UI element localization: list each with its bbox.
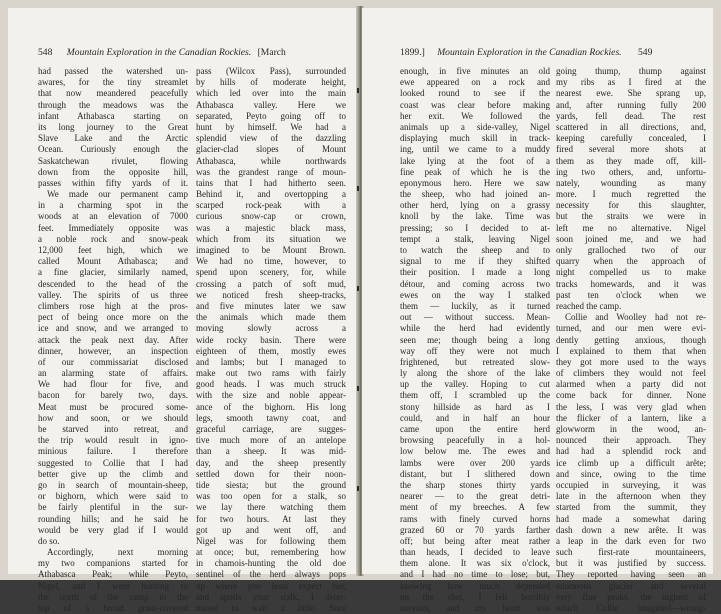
text-line: ice climb up a difficult arête; [556, 457, 706, 468]
text-line: a fine glacier, similarly named, [38, 267, 188, 278]
text-line: pass (Wilcox Pass), surrounded [196, 66, 346, 76]
text-line: come back for dinner. None [556, 390, 706, 401]
text-line: be fairly plentiful in the sur- [38, 502, 188, 513]
text-line: yards, fell dead. The rest [556, 110, 706, 121]
text-line: the north of the camp to the [38, 591, 188, 602]
text-line: fine peak of which he is the [400, 166, 550, 177]
text-line: came upon the entire herd [400, 424, 550, 434]
text-line: up the valley. Hoping to cut [400, 379, 550, 390]
text-line: its long journey to the Great [38, 121, 188, 132]
left-month: [March [257, 47, 286, 58]
text-line: necessity for this slaughter, [556, 200, 706, 211]
text-line: them alone. It was six o'clock, [400, 558, 550, 569]
right-year: 1899.] [400, 47, 425, 58]
text-line: in a charming spot in the [38, 200, 188, 211]
text-line: We had flour for five, and [38, 379, 188, 390]
text-line: do so. [38, 535, 60, 546]
text-line: off; but being after meat rather [400, 535, 550, 546]
text-line: quarry when the approach of [556, 256, 706, 267]
text-line: and, after running fully 200 [556, 99, 706, 110]
binding-mark [357, 286, 359, 291]
right-running-title: Mountain Exploration in the Canadian Rockies. [437, 47, 622, 58]
text-line: them — luckily, as it turned [400, 300, 550, 311]
text-line: alarmed when a party did not [556, 379, 706, 390]
text-line: late in the afternoon when they [556, 491, 706, 502]
text-line: while the herd had evidently [400, 323, 550, 334]
text-line: ice and snow, and we arranged to [38, 323, 188, 334]
text-line: could, and in half an hour [400, 412, 550, 423]
text-line: grazed 60 or 70 yards farther [400, 524, 550, 535]
text-line: 12,000 feet high, which we [38, 245, 188, 255]
text-line: dinner, however, an inspection [38, 345, 188, 356]
text-line: tracks homewards, and it was [556, 278, 706, 289]
text-line: that now meandered peacefully [38, 88, 188, 99]
text-line: which led over into the main [196, 88, 346, 99]
text-line: left me no alternative. Nigel [556, 222, 706, 233]
text-line: We made our permanent camp [47, 189, 188, 200]
text-line: through the meadows was the [38, 99, 188, 110]
text-line: be starved into retreat, and [38, 424, 188, 434]
text-line: ly along the shore of the lake [400, 368, 550, 379]
text-line: fired several more shots at [556, 144, 706, 155]
binding-mark [357, 486, 359, 491]
text-line: feet. Immediately opposite was [38, 222, 188, 233]
text-line: reached the camp. [556, 300, 622, 311]
text-line: up where you least expect her, [196, 580, 346, 591]
text-line: got up and went off, and [196, 524, 346, 535]
binding-mark [357, 186, 359, 191]
text-line: woods at an elevation of 7000 [38, 211, 188, 222]
text-line: Nigel was for following them [196, 535, 346, 546]
text-line: how and soon, or we should [38, 412, 188, 423]
left-page [8, 8, 358, 613]
text-line: Accordingly, next morning [47, 547, 188, 558]
text-line: my two companions started for [38, 558, 188, 569]
text-line: the sheep, who had joined an- [400, 189, 550, 200]
text-line: had had a splendid rock and [556, 446, 706, 457]
text-line: mined to wait a little. Sure [196, 603, 346, 613]
text-line: lake lying at the foot of a [400, 155, 550, 166]
text-line: frightened, but retreated slow- [400, 356, 550, 367]
text-line: was too open for a stalk, so [196, 491, 346, 502]
text-line: scarped rock-peak with a [196, 200, 346, 211]
text-line: passes within fifty yards of it. [38, 177, 188, 188]
text-line: nervous, and my heart was [400, 603, 550, 613]
text-line: signal to me if they shifted [400, 256, 550, 267]
text-line: rams with finely curved horns [400, 513, 550, 524]
text-line: a noble rock and snow-peak [38, 233, 188, 244]
text-line: we lay there watching them [196, 502, 346, 513]
text-line: on the shot, I felt horribly [400, 591, 550, 602]
text-line: tains that I had hitherto seen. [196, 177, 346, 188]
text-line: we noticed fresh sheep-tracks, [196, 289, 346, 300]
text-line: ment of my breeches. A few [400, 502, 550, 513]
text-line: descended to the head of the [38, 278, 188, 289]
right-column-2 [556, 66, 706, 614]
text-line: day, and the sheep presently [196, 457, 346, 468]
text-line: eighteen of them, mostly ewes [196, 345, 346, 356]
text-line: called Mount Athabasca; and [38, 256, 188, 267]
text-line: tive much more of an antelope [196, 435, 346, 446]
text-line: low below me. The ewes and [400, 446, 550, 457]
text-line: suggested to Collie that I had [38, 457, 188, 468]
text-line: attack the peak next day. After [38, 334, 188, 345]
left-running-header [38, 46, 338, 60]
text-line: to watch the sheep and to [400, 245, 550, 255]
text-line: imagined to be Mount Brown. [196, 245, 346, 255]
text-line: way off they were not much [400, 345, 550, 356]
text-line: coast was clear before making [400, 99, 550, 110]
text-line: tide siesta; but the ground [196, 479, 346, 490]
text-line: had made a somewhat daring [556, 513, 706, 524]
text-line: ewe appeared on a rock and [400, 77, 550, 88]
binding-mark [357, 386, 359, 391]
text-line: only gralloched two of our [556, 245, 706, 255]
text-line: ing, until we came to a muddy [400, 144, 550, 155]
text-line: Saskatchewan rivulet, flowing [38, 155, 188, 166]
text-line: her exit. We followed the [400, 110, 550, 121]
text-line: ing two others, and, unfortu- [556, 166, 706, 177]
text-line: was a majestic black mass, [196, 222, 346, 233]
text-line: splendid view of the dazzling [196, 133, 346, 144]
text-line: They reported having seen an [556, 569, 706, 580]
text-line: for two hours. At last they [196, 513, 346, 524]
text-line: nounced their approach. They [556, 435, 706, 446]
text-line: had passed the watershed un- [38, 66, 188, 76]
text-line: which Collie imagined—wrong- [556, 603, 706, 613]
text-line: ance of the bighorn. His long [196, 401, 346, 412]
text-line: We had no time, however, to [196, 256, 346, 267]
text-line: animals up a side-valley, Nigel [400, 121, 550, 132]
text-line: glacier-clad slopes of Mount [196, 144, 346, 155]
text-line: détour, and coming across two [400, 278, 550, 289]
text-line: make out two rams with fairly [196, 368, 346, 379]
text-line: graceful carriage, are sugges- [196, 424, 346, 434]
text-line: tempt a stalk, leaving Nigel [400, 233, 550, 244]
text-line: the animals which made them [196, 312, 346, 323]
text-line: glowworm in the wood, an- [556, 424, 706, 434]
text-line: soon joined me, and we had [556, 233, 706, 244]
text-line: hunt by himself. We had a [196, 121, 346, 132]
text-line: curious snow-cap or crown, [196, 211, 346, 222]
text-line: nearest ewe. She sprang up, [556, 88, 706, 99]
text-line: turned, and our men were evi- [556, 323, 706, 334]
text-line: enormous glacier and several [556, 580, 706, 591]
text-line: and five minutes later we saw [196, 300, 346, 311]
text-line: knowing how much depended [400, 580, 550, 591]
text-line: awares, for the tiny streamlet [38, 77, 188, 88]
text-line: but the straits we were in [556, 211, 706, 222]
text-line: started from the summit, they [556, 502, 706, 513]
left-page-number: 548 [38, 47, 53, 58]
text-line: Athabasca, while northwards [196, 155, 346, 166]
text-line: going thump, thump against [556, 66, 706, 76]
text-line: spend upon scenery, for, while [196, 267, 346, 278]
left-running-title: Mountain Exploration in the Canadian Rockies. [66, 47, 252, 58]
text-line: nearer — to the great detri- [400, 491, 550, 502]
text-line: than heads, I decided to leave [400, 547, 550, 558]
text-line: ewes on the way I stalked [400, 289, 550, 300]
text-line: enough, in five minutes an old [400, 66, 550, 76]
text-line: a leap in the dark even for two [556, 535, 706, 546]
text-line: sentinel of the herd always pops [196, 569, 346, 580]
text-line: better give up the climb and [38, 468, 188, 479]
left-column-2 [196, 66, 346, 614]
text-line: bacon for barely two, days. [38, 390, 188, 401]
text-line: separated, Peyto going off to [196, 110, 346, 121]
text-line: good heads. I was much struck [196, 379, 346, 390]
left-column-1 [38, 66, 188, 614]
text-line: settled down for their noon- [196, 468, 346, 479]
text-line: past ten o'clock when we [556, 289, 706, 300]
text-line: minious failure. I therefore [38, 446, 188, 457]
text-line: legs, smooth tawny coat, and [196, 412, 346, 423]
text-line: the less, I was very glad when [556, 401, 706, 412]
text-line: Collie and Woolley had not re- [565, 312, 706, 323]
text-line: lambs were over 200 yards [400, 457, 550, 468]
text-line: in chamois-hunting the old doe [196, 558, 346, 569]
text-line: their position. I made a long [400, 267, 550, 278]
text-line: pressing; so I decided to at- [400, 222, 550, 233]
right-running-header [400, 46, 700, 60]
text-line: I explained to them that when [556, 345, 706, 356]
right-column-1 [400, 66, 550, 614]
text-line: of our commissariat disclosed [38, 356, 188, 367]
text-line: such first-rate mountaineers, [556, 547, 706, 558]
text-line: go in search of mountain-sheep, [38, 479, 188, 490]
text-line: Athabasca valley. Here we [196, 99, 346, 110]
text-line: keeping carefully concealed, I [556, 133, 706, 144]
text-line: rounding hills; and he said he [38, 513, 188, 524]
text-line: seen me; though being a long [400, 334, 550, 345]
text-line: night compelled us to make [556, 267, 706, 278]
text-line: them off, I scrambled up the [400, 390, 550, 401]
text-line: out — without success. Mean- [400, 312, 550, 323]
text-line: Behind it, and overtopping a [196, 189, 346, 200]
text-line: at once; but, remembering how [196, 547, 346, 558]
binding-mark [357, 88, 359, 93]
text-line: which from its situation we [196, 233, 346, 244]
text-line: or bighorn, which were said to [38, 491, 188, 502]
text-line: wide rocky basin. There were [196, 334, 346, 345]
text-line: them as they made off, kill- [556, 155, 706, 166]
text-line: browsing peacefully in a hol- [400, 435, 550, 446]
text-line: eponymous hero. Here we saw [400, 177, 550, 188]
text-line: and spoils your stalk, I deter- [196, 591, 346, 602]
text-line: looked round to see if the [400, 88, 550, 99]
text-line: valley. The spirits of us three [38, 289, 188, 300]
text-line: very fine peaks, the highest of [556, 591, 706, 602]
text-line: occupied in surveying, it was [556, 479, 706, 490]
text-line: distant, but I slithered down [400, 468, 550, 479]
text-line: climbers rose high at the pros- [38, 300, 188, 311]
text-line: nately, wounding as many [556, 177, 706, 188]
text-line: crossing a patch of soft mud, [196, 278, 346, 289]
text-line: dently getting anxious, though [556, 334, 706, 345]
text-line: Athabasca Peak; while Peyto, [38, 569, 188, 580]
text-line: the flicker of a lantern, like a [556, 412, 706, 423]
text-line: with the size and noble appear- [196, 390, 346, 401]
text-line: other herd, lying on a grassy [400, 200, 550, 211]
text-line: an alarming state of affairs. [38, 368, 188, 379]
text-line: pect of being once more on the [38, 312, 188, 323]
text-line: of climbers they would not feel [556, 368, 706, 379]
text-line: dash down a new arête. It was [556, 524, 706, 535]
text-line: and I had no time to lose; but, [400, 569, 550, 580]
text-line: the trip would result in igno- [38, 435, 188, 446]
text-line: and lambs; but I managed to [196, 356, 346, 367]
text-line: my ribs as I fired at the [556, 77, 706, 88]
text-line: more. I much regretted the [556, 189, 706, 200]
text-line: was the grandest range of moun- [196, 166, 346, 177]
text-line: stony hillside as hard as I [400, 401, 550, 412]
text-line: but it was justified by success. [556, 558, 706, 569]
text-line: scattered in all directions, and, [556, 121, 706, 132]
text-line: Ocean. Curiously enough the [38, 144, 188, 155]
text-line: Meat must be procured some- [38, 401, 188, 412]
text-line: Nigel, and I went hunting to [38, 580, 188, 591]
text-line: than a sheep. It was mid- [196, 446, 346, 457]
right-page [362, 8, 713, 613]
text-line: down from the opposite hill, [38, 166, 188, 177]
text-line: would be very glad if I would [38, 524, 188, 535]
right-page-number: 549 [637, 47, 653, 58]
text-line: and since, owing to the time [556, 468, 706, 479]
text-line: displaying much skill in track- [400, 133, 550, 144]
text-line: top of a broad grass-covered [38, 603, 188, 613]
text-line: knoll by the lake. Time was [400, 211, 550, 222]
text-line: Slave Lake and the Arctic [38, 133, 188, 144]
text-line: moving slowly across a [196, 323, 346, 334]
text-line: the sharp stones thirty yards [400, 479, 550, 490]
text-line: by hills of moderate height, [196, 77, 346, 88]
text-line: infant Athabasca starting on [38, 110, 188, 121]
text-line: they got more used to the ways [556, 356, 706, 367]
